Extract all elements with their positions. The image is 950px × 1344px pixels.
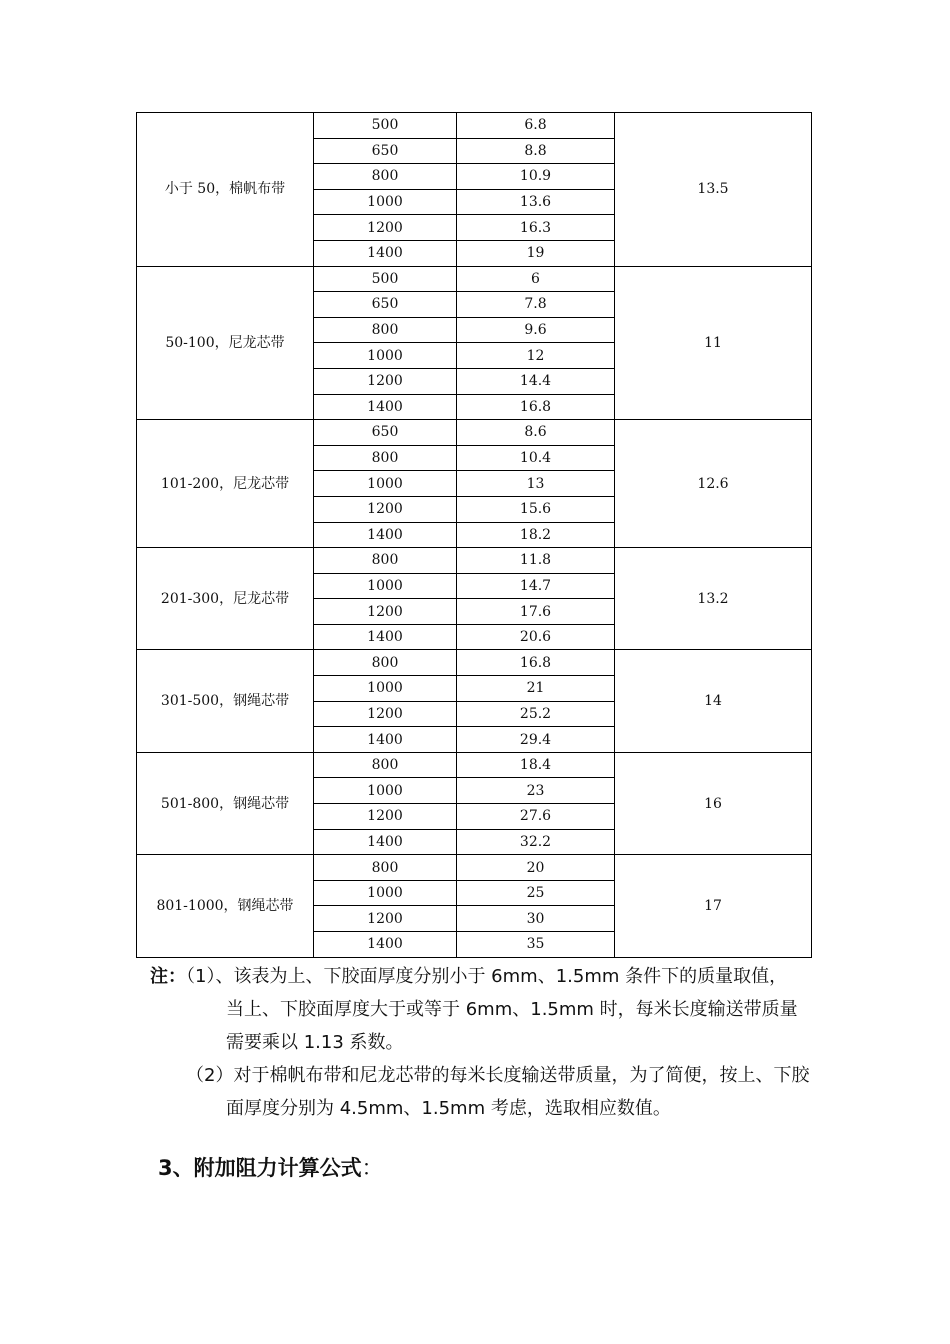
belt-mass-cell: 27.6	[457, 804, 615, 830]
belt-width-cell: 1000	[314, 343, 457, 369]
section-heading	[158, 1152, 383, 1182]
belt-width-cell: 800	[314, 445, 457, 471]
note-1-line-2: 当上、下胶面厚度大于或等于 6mm、1.5mm 时，每米长度输送带质量	[226, 999, 798, 1020]
belt-mass-cell: 16.8	[457, 650, 615, 676]
table-row	[137, 548, 812, 574]
belt-width-cell: 800	[314, 752, 457, 778]
factor-cell: 13.2	[615, 548, 812, 650]
belt-mass-cell: 25.2	[457, 701, 615, 727]
belt-width-cell: 800	[314, 164, 457, 190]
belt-width-cell: 1200	[314, 906, 457, 932]
belt-mass-cell: 19	[457, 240, 615, 266]
belt-width-cell: 800	[314, 650, 457, 676]
belt-width-cell: 650	[314, 292, 457, 318]
table-row	[137, 650, 812, 676]
belt-width-cell: 1400	[314, 727, 457, 753]
belt-width-cell: 1400	[314, 624, 457, 650]
belt-mass-table	[136, 112, 812, 958]
belt-mass-cell: 8.6	[457, 420, 615, 446]
table-row	[137, 420, 812, 446]
factor-cell: 16	[615, 752, 812, 854]
belt-width-cell: 800	[314, 855, 457, 881]
belt-mass-cell: 10.9	[457, 164, 615, 190]
belt-type-cell: 501-800，钢绳芯带	[137, 752, 314, 854]
note-prefix: 注：	[150, 966, 186, 987]
belt-mass-cell: 30	[457, 906, 615, 932]
belt-width-cell: 1200	[314, 599, 457, 625]
belt-width-cell: 650	[314, 420, 457, 446]
belt-mass-table-body	[137, 113, 812, 958]
belt-mass-cell: 16.3	[457, 215, 615, 241]
belt-width-cell: 1000	[314, 471, 457, 497]
belt-type-cell: 101-200，尼龙芯带	[137, 420, 314, 548]
table-row	[137, 266, 812, 292]
belt-mass-cell: 14.7	[457, 573, 615, 599]
belt-mass-cell: 32.2	[457, 829, 615, 855]
belt-mass-cell: 11.8	[457, 548, 615, 574]
belt-type-cell: 201-300，尼龙芯带	[137, 548, 314, 650]
belt-mass-cell: 20.6	[457, 624, 615, 650]
belt-width-cell: 1200	[314, 215, 457, 241]
belt-width-cell: 800	[314, 317, 457, 343]
belt-width-cell: 1400	[314, 394, 457, 420]
note-2-line-2: 面厚度分别为 4.5mm、1.5mm 考虑，选取相应数值。	[226, 1098, 671, 1119]
table-row	[137, 855, 812, 881]
belt-width-cell: 1400	[314, 829, 457, 855]
factor-cell: 14	[615, 650, 812, 752]
belt-mass-cell: 8.8	[457, 138, 615, 164]
belt-width-cell: 650	[314, 138, 457, 164]
table-row	[137, 113, 812, 139]
belt-mass-cell: 25	[457, 880, 615, 906]
belt-mass-cell: 6.8	[457, 113, 615, 139]
belt-mass-cell: 17.6	[457, 599, 615, 625]
belt-mass-cell: 7.8	[457, 292, 615, 318]
belt-width-cell: 1200	[314, 701, 457, 727]
factor-cell: 11	[615, 266, 812, 420]
table-row	[137, 752, 812, 778]
factor-cell: 17	[615, 855, 812, 957]
belt-width-cell: 1400	[314, 240, 457, 266]
belt-width-cell: 1000	[314, 880, 457, 906]
note-1-text: （1）、该表为上、下胶面厚度分别小于 6mm、1.5mm 条件下的质量取值，	[186, 966, 788, 987]
belt-width-cell: 1000	[314, 189, 457, 215]
belt-width-cell: 1000	[314, 778, 457, 804]
note-1-line-1	[150, 960, 850, 993]
belt-mass-cell: 13	[457, 471, 615, 497]
table-notes	[150, 960, 850, 1125]
belt-type-cell: 301-500，钢绳芯带	[137, 650, 314, 752]
belt-mass-cell: 13.6	[457, 189, 615, 215]
belt-mass-cell: 9.6	[457, 317, 615, 343]
factor-cell: 12.6	[615, 420, 812, 548]
belt-mass-cell: 23	[457, 778, 615, 804]
belt-mass-cell: 35	[457, 932, 615, 958]
belt-mass-cell: 15.6	[457, 496, 615, 522]
belt-mass-cell: 18.2	[457, 522, 615, 548]
belt-width-cell: 500	[314, 266, 457, 292]
belt-width-cell: 500	[314, 113, 457, 139]
note-2-line-1: （2）对于棉帆布带和尼龙芯带的每米长度输送带质量，为了简便，按上、下胶	[186, 1065, 810, 1086]
section-colon: ：	[361, 1156, 383, 1180]
belt-width-cell: 1400	[314, 932, 457, 958]
belt-mass-cell: 20	[457, 855, 615, 881]
belt-mass-cell: 14.4	[457, 368, 615, 394]
belt-mass-cell: 29.4	[457, 727, 615, 753]
belt-width-cell: 1200	[314, 496, 457, 522]
belt-type-cell: 801-1000，钢绳芯带	[137, 855, 314, 957]
belt-mass-cell: 16.8	[457, 394, 615, 420]
belt-width-cell: 1000	[314, 573, 457, 599]
factor-cell: 13.5	[615, 113, 812, 267]
belt-mass-cell: 21	[457, 676, 615, 702]
belt-mass-cell: 10.4	[457, 445, 615, 471]
belt-mass-cell: 6	[457, 266, 615, 292]
belt-width-cell: 1200	[314, 804, 457, 830]
section-title: 3、附加阻力计算公式	[158, 1156, 362, 1180]
belt-mass-cell: 12	[457, 343, 615, 369]
belt-width-cell: 1000	[314, 676, 457, 702]
belt-width-cell: 1400	[314, 522, 457, 548]
belt-width-cell: 800	[314, 548, 457, 574]
belt-type-cell: 小于 50，棉帆布带	[137, 113, 314, 267]
note-1-line-3: 需要乘以 1.13 系数。	[226, 1032, 404, 1053]
belt-width-cell: 1200	[314, 368, 457, 394]
belt-mass-cell: 18.4	[457, 752, 615, 778]
belt-type-cell: 50-100，尼龙芯带	[137, 266, 314, 420]
